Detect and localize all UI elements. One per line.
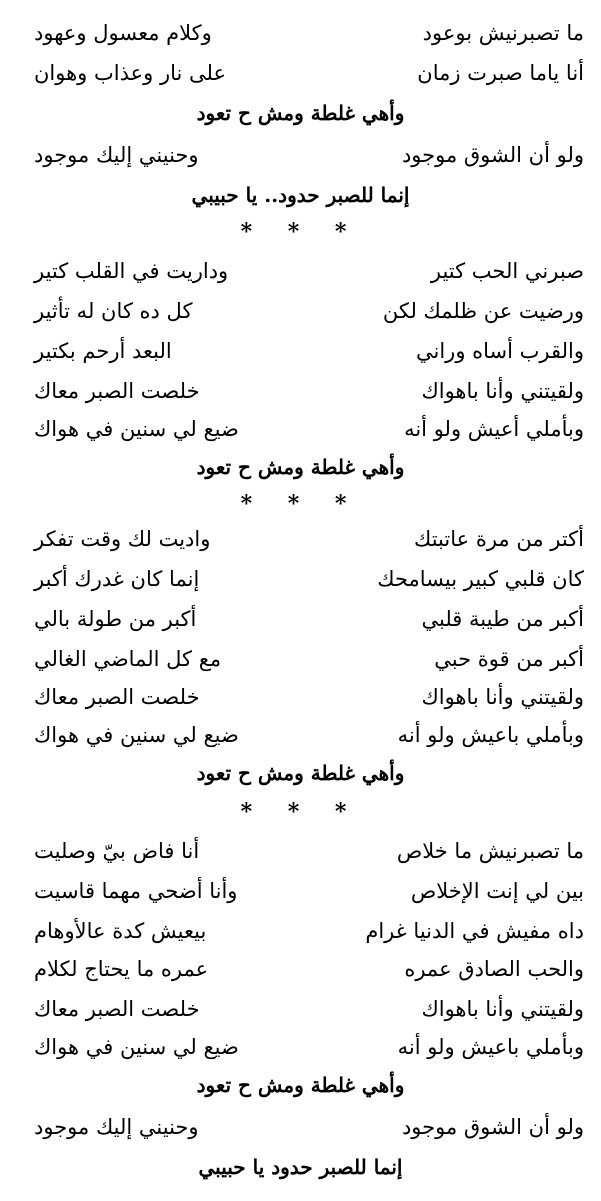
- verse-line: [34, 952, 584, 986]
- second-hemistich: ضيع لي سنين في هواك: [34, 723, 239, 747]
- closing-line: إنما للصبر حدود.. يا حبيبي: [191, 183, 410, 207]
- first-hemistich: صبرني الحب كتير: [430, 259, 584, 283]
- verse-line: [34, 718, 584, 752]
- first-hemistich: كان قلبي كبير بيسامحك: [377, 567, 584, 591]
- first-hemistich: ولو أن الشوق موجود: [401, 143, 584, 167]
- first-hemistich: ولقيتني وأنا باهواك: [421, 685, 584, 709]
- refrain: وأهي غلطة ومش ح تعود: [196, 1073, 405, 1097]
- section-divider: * * *: [240, 219, 361, 245]
- second-hemistich: أنا فاض بيّ وصليت: [34, 839, 200, 863]
- second-hemistich: وداريت في القلب كتير: [34, 259, 229, 283]
- first-hemistich: وبأملي باعيش ولو أنه: [397, 1035, 584, 1059]
- second-hemistich: على نار وعذاب وهوان: [34, 61, 227, 85]
- first-hemistich: أنا ياما صبرت زمان: [417, 61, 584, 85]
- second-hemistich: وحنيني إليك موجود: [34, 1115, 199, 1139]
- first-hemistich: داه مفيش في الدنيا غرام: [365, 919, 584, 943]
- verse-line: [34, 642, 584, 676]
- verse-line: [34, 374, 584, 408]
- verse-line: [34, 138, 584, 172]
- first-hemistich: ولقيتني وأنا باهواك: [421, 997, 584, 1021]
- second-hemistich: خلصت الصبر معاك: [34, 685, 200, 709]
- first-hemistich: أكبر من قوة حبي: [434, 647, 584, 671]
- first-hemistich: وبأملي باعيش ولو أنه: [397, 723, 584, 747]
- second-hemistich: ضيع لي سنين في هواك: [34, 1035, 239, 1059]
- second-hemistich: بيعيش كدة عالأوهام: [34, 919, 207, 943]
- verse-line: [34, 56, 584, 90]
- first-hemistich: ولقيتني وأنا باهواك: [421, 379, 584, 403]
- first-hemistich: والحب الصادق عمره: [404, 957, 584, 981]
- second-hemistich: وحنيني إليك موجود: [34, 143, 199, 167]
- section-divider: * * *: [240, 799, 361, 825]
- verse-line: [34, 16, 584, 50]
- verse-line: [34, 334, 584, 368]
- verse-line: [34, 1110, 584, 1144]
- verse-line: [34, 602, 584, 636]
- second-hemistich: ضيع لي سنين في هواك: [34, 417, 239, 441]
- verse-line: [34, 1030, 584, 1064]
- first-hemistich: أكتر من مرة عاتبتك: [414, 527, 584, 551]
- first-hemistich: بين لي إنت الإخلاص: [410, 879, 584, 903]
- section-divider: * * *: [240, 491, 361, 517]
- first-hemistich: ما تصبرنيش ما خلاص: [396, 839, 584, 863]
- first-hemistich: ما تصبرنيش بوعود: [422, 21, 584, 45]
- second-hemistich: إنما كان غدرك أكبر: [34, 567, 200, 591]
- second-hemistich: خلصت الصبر معاك: [34, 379, 200, 403]
- verse-line: [34, 992, 584, 1026]
- refrain: وأهي غلطة ومش ح تعود: [196, 101, 405, 125]
- refrain: وأهي غلطة ومش ح تعود: [196, 455, 405, 479]
- first-hemistich: ولو أن الشوق موجود: [401, 1115, 584, 1139]
- verse-line: [34, 254, 584, 288]
- verse-line: [34, 562, 584, 596]
- verse-line: [34, 412, 584, 446]
- second-hemistich: واديت لك وقت تفكر: [34, 527, 211, 551]
- closing-line: إنما للصبر حدود يا حبيبي: [198, 1155, 403, 1179]
- refrain: وأهي غلطة ومش ح تعود: [196, 761, 405, 785]
- second-hemistich: وكلام معسول وعهود: [34, 21, 212, 45]
- second-hemistich: كل ده كان له تأثير: [34, 299, 193, 323]
- first-hemistich: ورضيت عن ظلمك لكن: [382, 299, 584, 323]
- second-hemistich: أكبر من طولة بالي: [34, 607, 197, 631]
- verse-line: [34, 834, 584, 868]
- second-hemistich: البعد أرحم بكتير: [34, 339, 172, 363]
- first-hemistich: وبأملي أعيش ولو أنه: [404, 417, 584, 441]
- verse-line: [34, 914, 584, 948]
- second-hemistich: خلصت الصبر معاك: [34, 997, 200, 1021]
- verse-line: [34, 680, 584, 714]
- verse-line: [34, 522, 584, 556]
- second-hemistich: مع كل الماضي الغالي: [34, 647, 222, 671]
- first-hemistich: والقرب أساه وراني: [416, 339, 584, 363]
- verse-line: [34, 874, 584, 908]
- second-hemistich: وأنا أضحي مهما قاسيت: [34, 879, 238, 903]
- second-hemistich: عمره ما يحتاج لكلام: [34, 957, 209, 981]
- verse-line: [34, 294, 584, 328]
- first-hemistich: أكبر من طيبة قلبي: [421, 607, 584, 631]
